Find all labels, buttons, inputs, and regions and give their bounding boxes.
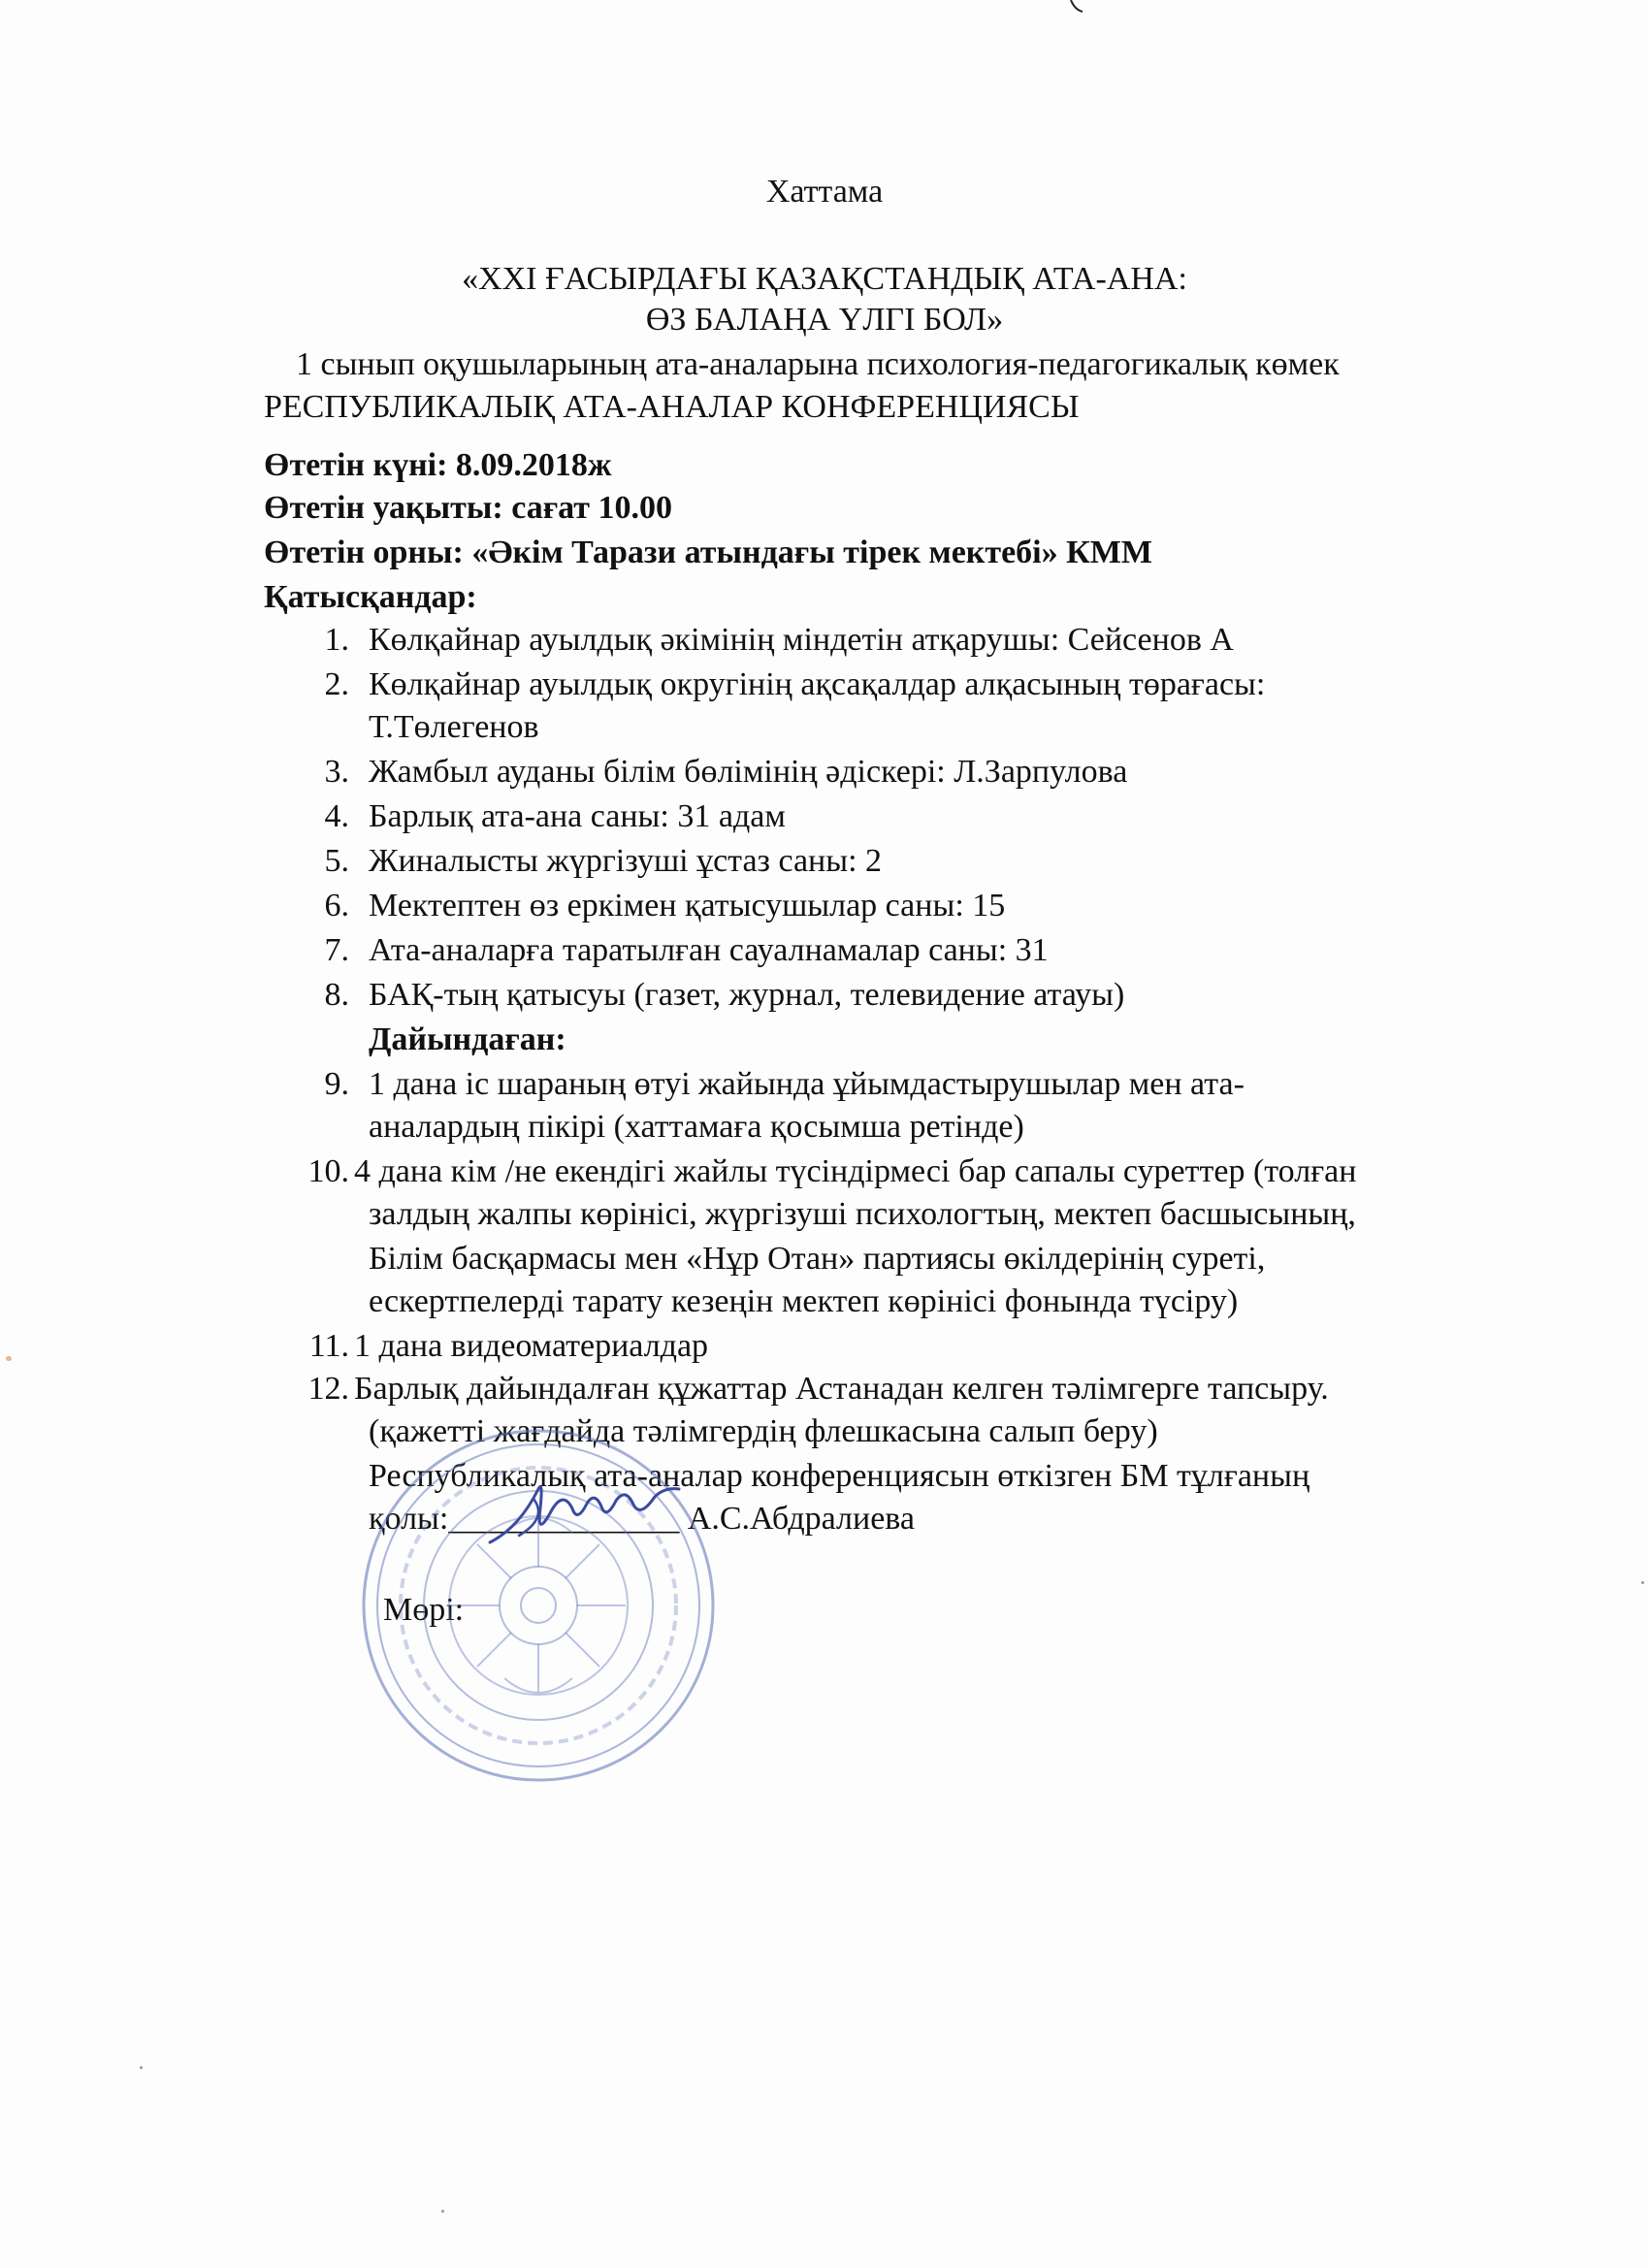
meta-time: Өтетін уақыты: сағат 10.00 (264, 490, 672, 526)
list-item-number: 6. (324, 888, 349, 923)
list-item: Барлық дайындалған құжаттар Астанадан келген тәлімгерге тапсыру. (354, 1371, 1329, 1407)
list-item-number: 9. (324, 1066, 349, 1102)
list-item: Барлық ата-ана саны: 31 адам (369, 798, 786, 834)
list-item: БАҚ-тың қатысуы (газет, журнал, телевидение атауы) (369, 977, 1125, 1013)
list-item-continuation: ескертпелерді тарату кезеңін мектеп көрінісі фонында түсіру) (369, 1283, 1239, 1319)
stamp-label: Мөрі: (383, 1592, 465, 1628)
event-title-line-2: ӨЗ БАЛАҢА ҮЛГІ БОЛ» (645, 302, 1004, 338)
list-item: Көлқайнар ауылдық әкімінің міндетін атқарушы: Сейсенов А (369, 622, 1234, 658)
meta-date: Өтетін күні: 8.09.2018ж (264, 447, 612, 483)
document-title: Хаттама (765, 174, 884, 210)
list-item: Жиналысты жүргізуші ұстаз саны: 2 (369, 843, 883, 879)
list-item: Көлқайнар ауылдық округінің ақсақалдар алқасының төрағасы: (369, 666, 1266, 702)
handwritten-signature (480, 1470, 694, 1557)
subtitle-line-1: 1 сынып оқушыларының ата-аналарына психология-педагогикалық көмек (296, 346, 1340, 382)
list-item-number: 7. (324, 932, 349, 968)
list-item-number: 8. (324, 977, 349, 1013)
list-item-continuation: залдың жалпы көрінісі, жүргізуші психологтың, мектеп басшысының, (369, 1196, 1356, 1232)
list-item-number: 2. (324, 666, 349, 702)
list-item: Жамбыл ауданы білім бөлімінің әдіскері: Л.Зарпулова (369, 754, 1128, 790)
list-item-number: 12. (307, 1371, 349, 1407)
list-item-continuation: аналардың пікірі (хаттамаға қосымша ретінде) (369, 1109, 1024, 1145)
list-item: Мектептен өз еркімен қатысушылар саны: 15 (369, 888, 1006, 923)
list-item-number: 10. (307, 1153, 349, 1189)
event-title-line-1: «XXI ҒАСЫРДАҒЫ ҚАЗАҚСТАНДЫҚ АТА-АНА: (462, 261, 1187, 297)
corner-mark (1067, 0, 1096, 14)
scan-dot (140, 2066, 143, 2069)
meta-place: Өтетін орны: «Әкім Тарази атындағы тірек мектебі» КММ (264, 535, 1152, 570)
list-item-number: 3. (324, 754, 349, 790)
list-item-number: 11. (308, 1328, 349, 1364)
list-item-number: 1. (324, 622, 349, 658)
participants-heading: Қатысқандар: (264, 579, 477, 615)
list-item-continuation: (қажетті жағдайда тәлімгердің флешкасына салып беру) (369, 1413, 1158, 1449)
list-item-continuation: Т.Төлегенов (369, 709, 539, 745)
list-item-number: 5. (324, 843, 349, 879)
signature-label: қолы: (369, 1501, 449, 1537)
list-item: Ата-аналарға таратылған сауалнамалар саны: 31 (369, 932, 1049, 968)
subtitle-line-2: РЕСПУБЛИКАЛЫҚ АТА-АНАЛАР КОНФЕРЕНЦИЯСЫ (264, 389, 1080, 425)
list-item: 4 дана кім /не екендігі жайлы түсіндірмесі бар сапалы суреттер (толған (354, 1153, 1357, 1189)
list-item-continuation: Білім басқармасы мен «Нұр Отан» партиясы өкілдерінің суреті, (369, 1241, 1266, 1277)
list-item: 1 дана іс шараның өтуі жайында ұйымдастырушылар мен ата- (369, 1066, 1245, 1102)
signature-intro: Республикалық ата-аналар конференциясын өткізген БМ тұлғаның (369, 1458, 1310, 1494)
list-item: 1 дана видеоматериалдар (354, 1328, 709, 1364)
scan-dot (1641, 1581, 1644, 1584)
scan-speck (6, 1356, 12, 1361)
signer-name: А.С.Абдралиева (687, 1501, 915, 1537)
list-item-number: 4. (324, 798, 349, 834)
signature-blank: ______________ (448, 1501, 680, 1537)
prepared-heading: Дайындаған: (369, 1021, 566, 1057)
scan-dot (441, 2210, 444, 2213)
